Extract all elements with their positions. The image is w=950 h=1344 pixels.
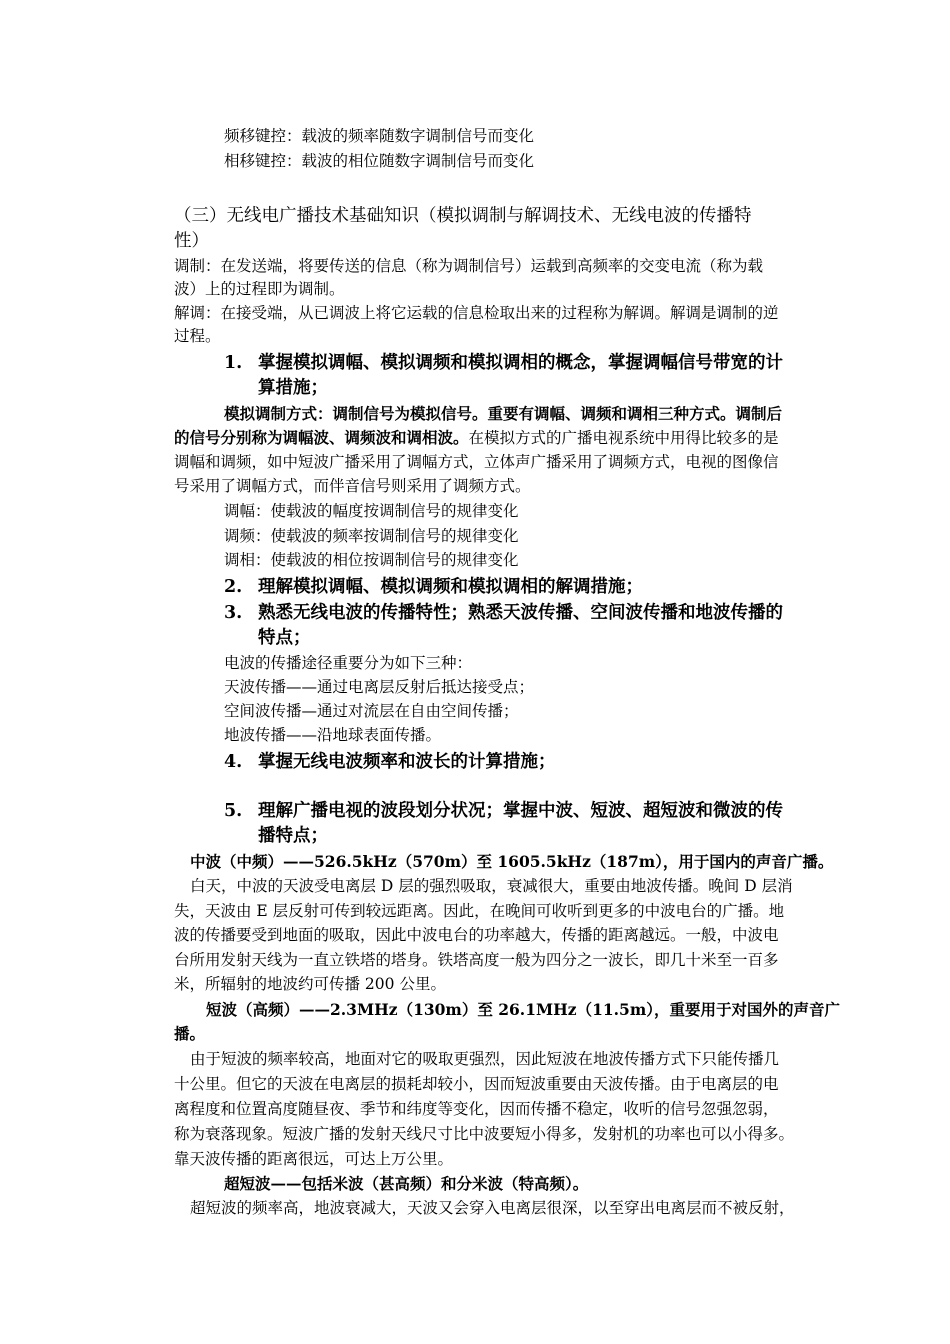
definition-line: 调频：使载波的频率按调制信号的规律变化 bbox=[224, 527, 519, 545]
text-line-psk: 相移键控：载波的相位随数字调制信号而变化 bbox=[224, 152, 535, 170]
subheading-short-wave: 短波（高频）——2.3MHz（130m）至 26.1MHz（11.5m），重要用于对国外的声音广 bbox=[206, 1000, 840, 1019]
list-number: 1. bbox=[224, 353, 243, 373]
paragraph-line: 解调：在接受端，从已调波上将它运载的信息检取出来的过程称为解调。解调是调制的逆 bbox=[174, 304, 779, 322]
paragraph-line: 失，天波由 E 层反射可传到较远距离。因此，在晚间可收听到更多的中波电台的广播。地 bbox=[174, 902, 785, 920]
list-item-heading-cont: 算措施； bbox=[258, 378, 328, 398]
paragraph-line: 模拟调制方式：调制信号为模拟信号。重要有调幅、调频和调相三种方式。调制后 bbox=[224, 404, 783, 423]
paragraph-line: 由于短波的频率较高，地面对它的吸取更强烈，因此短波在地波传播方式下只能传播几 bbox=[190, 1050, 780, 1068]
subheading-short-wave-cont: 播。 bbox=[174, 1024, 206, 1043]
paragraph-line: 超短波的频率高，地波衰减大，天波又会穿入电离层很深，以至穿出电离层而不被反射， bbox=[190, 1199, 795, 1217]
paragraph-line: 靠天波传播的距离很远，可达上万公里。 bbox=[174, 1150, 454, 1168]
subheading-ultra-short-wave: 超短波——包括米波（甚高频）和分米波（特高频）。 bbox=[224, 1174, 589, 1193]
paragraph-line: 波的传播要受到地面的吸取，因此中波电台的功率越大，传播的距离越远。一般，中波电 bbox=[174, 926, 779, 944]
list-number: 3. bbox=[224, 603, 243, 623]
paragraph-line bbox=[174, 425, 844, 451]
paragraph-line: 台所用发射天线为一直立铁塔的塔身。铁塔高度一般为四分之一波长，即几十米至一百多 bbox=[174, 951, 779, 969]
list-item-heading: 熟悉无线电波的传播特性；熟悉天波传播、空间波传播和地波传播的 bbox=[258, 603, 783, 623]
definition-line: 调相：使载波的相位按调制信号的规律变化 bbox=[224, 551, 519, 569]
paragraph-line: 米，所辐射的地波约可传播 200 公里。 bbox=[174, 975, 446, 993]
list-number: 4. bbox=[224, 752, 243, 772]
list-number: 2. bbox=[224, 577, 243, 597]
list-item-heading: 理解广播电视的波段划分状况；掌握中波、短波、超短波和微波的传 bbox=[258, 801, 783, 821]
paragraph-line: 过程。 bbox=[174, 327, 221, 345]
list-item-heading: 理解模拟调幅、模拟调频和模拟调相的解调措施； bbox=[258, 577, 643, 597]
definition-line: 调幅：使载波的幅度按调制信号的规律变化 bbox=[224, 502, 519, 520]
list-item-heading-cont: 特点； bbox=[258, 628, 311, 648]
paragraph-line: 白天，中波的天波受电离层 D 层的强烈吸取，衰减很大，重要由地波传播。晚间 D 层消 bbox=[190, 877, 793, 895]
list-number: 5. bbox=[224, 801, 243, 821]
paragraph-line: 调幅和调频，如中短波广播采用了调幅方式，立体声广播采用了调频方式，电视的图像信 bbox=[174, 453, 779, 471]
normal-span: 在模拟方式的广播电视系统中用得比较多的是 bbox=[468, 429, 779, 447]
paragraph-line: 离程度和位置高度随昼夜、季节和纬度等变化，因而传播不稳定，收听的信号忽强忽弱， bbox=[174, 1100, 779, 1118]
paragraph-line: 号采用了调幅方式，而伴音信号则采用了调频方式。 bbox=[174, 477, 531, 495]
list-item-heading: 掌握无线电波频率和波长的计算措施； bbox=[258, 752, 556, 772]
paragraph-line: 空间波传播—通过对流层在自由空间传播； bbox=[224, 702, 519, 720]
text-line-fsk: 频移键控：载波的频率随数字调制信号而变化 bbox=[224, 127, 535, 145]
paragraph-line: 十公里。但它的天波在电离层的损耗却较小，因而短波重要由天波传播。由于电离层的电 bbox=[174, 1075, 779, 1093]
paragraph-line: 地波传播——沿地球表面传播。 bbox=[224, 726, 442, 744]
paragraph-line: 波）上的过程即为调制。 bbox=[174, 280, 345, 298]
paragraph-line: 电波的传播途径重要分为如下三种： bbox=[224, 654, 473, 672]
paragraph-line: 调制：在发送端，将要传送的信息（称为调制信号）运载到高频率的交变电流（称为载 bbox=[174, 257, 764, 275]
section-heading: （三）无线电广播技术基础知识（模拟调制与解调技术、无线电波的传播特 bbox=[174, 206, 752, 226]
list-item-heading-cont: 播特点； bbox=[258, 826, 328, 846]
paragraph-line: 称为衰落现象。短波广播的发射天线尺寸比中波要短小得多，发射机的功率也可以小得多。 bbox=[174, 1125, 795, 1143]
paragraph-line: 天波传播——通过电离层反射后抵达接受点； bbox=[224, 678, 535, 696]
bold-span: 的信号分别称为调幅波、调频波和调相波。 bbox=[174, 428, 469, 447]
section-heading-cont: 性） bbox=[174, 231, 209, 251]
list-item-heading: 掌握模拟调幅、模拟调频和模拟调相的概念，掌握调幅信号带宽的计 bbox=[258, 353, 783, 373]
subheading-medium-wave: 中波（中频）——526.5kHz（570m）至 1605.5kHz（187m），用于国内的声音广播。 bbox=[190, 852, 834, 871]
